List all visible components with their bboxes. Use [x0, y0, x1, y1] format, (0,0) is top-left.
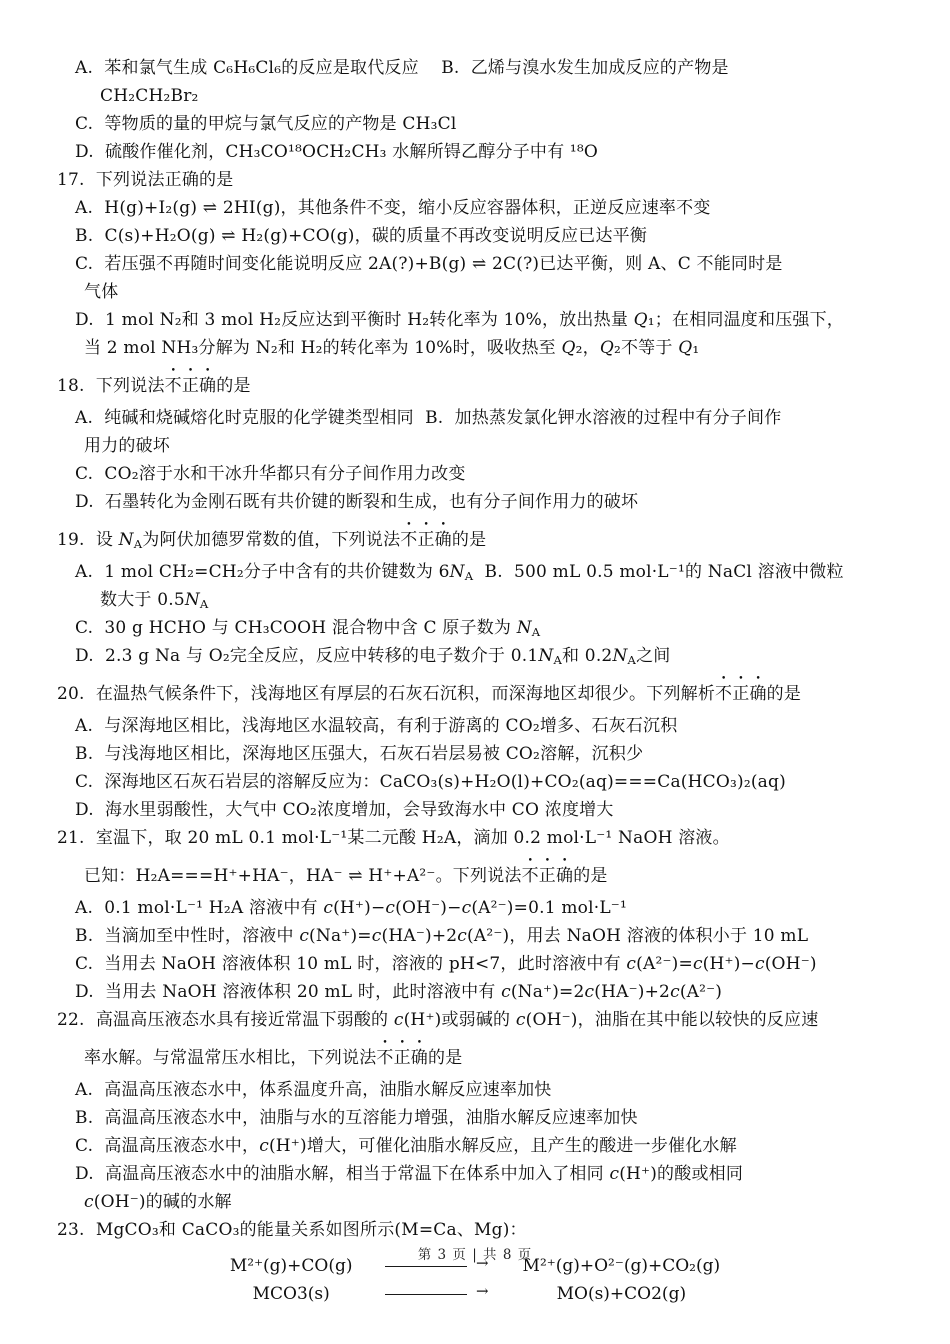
option-line: C. 若压强不再随时间变化能说明反应 2A(?)+B(g) ⇌ 2C(?)已达平衡，则 A、C 不能同时是 — [75, 254, 783, 274]
option-line: A. 与深海地区相比，浅海地区水温较高，有利于游离的 CO₂增多、石灰石沉积 — [75, 716, 678, 736]
option-line: A. 纯碱和烧碱熔化时克服的化学键类型相同 B. 加热蒸发氯化钾水溶液的过程中有分子间作 — [75, 408, 782, 428]
option-line: 用力的破坏 — [84, 436, 170, 456]
option-line: 已知：H₂A===H⁺+HA⁻，HA⁻ ⇌ H⁺+A²⁻。下列说法不正确的是 — [84, 866, 608, 886]
option-line: 率水解。与常温常压水相比，下列说法不正确的是 — [84, 1048, 463, 1068]
option-line: A. 1 mol CH₂=CH₂分子中含有的共价键数为 $6N_A$ B. 500 mL 0.5 mol·L⁻¹的 NaCl 溶液中微粒 — [75, 562, 844, 583]
option-line: A. 高温高压液态水中，体系温度升高，油脂水解反应速率加快 — [75, 1080, 552, 1100]
option-line: D. 高温高压液态水中的油脂水解，相当于常温下在体系中加入了相同 c(H⁺)的酸或相同 — [75, 1164, 744, 1184]
question-line: 19. 设 $N_A$为阿伏加德罗常数的值，下列说法不正确的是 — [57, 530, 487, 551]
option-line: 当 2 mol NH₃分解为 N₂和 H₂的转化率为 10%时，吸收热至 Q₂，Q₂不等于 Q₁ — [84, 338, 700, 358]
question-line: 23. MgCO₃和 CaCO₃的能量关系如图所示(M=Ca、Mg)： — [57, 1220, 527, 1240]
option-line: D. 1 mol N₂和 3 mol H₂反应达到平衡时 H₂转化率为 10%，放出热量 Q₁；在相同温度和压强下， — [75, 310, 844, 330]
question-line: 18. 下列说法不正确的是 — [57, 376, 251, 396]
option-line: B. 与浅海地区相比，深海地区压强大，石灰石岩层易被 CO₂溶解，沉积少 — [75, 744, 644, 764]
option-line: C. 等物质的量的甲烷与氯气反应的产物是 CH₃Cl — [75, 114, 457, 134]
option-line: A. H(g)+I₂(g) ⇌ 2HI(g)，其他条件不变，缩小反应容器体积，正逆反应速率不变 — [75, 198, 711, 218]
option-line: B. 当滴加至中性时，溶液中 c(Na⁺)=c(HA⁻)+2c(A²⁻)，用去 NaOH 溶液的体积小于 10 mL — [75, 926, 809, 946]
option-line: A. 苯和氯气生成 C₆H₆Cl₆的反应是取代反应 B. 乙烯与溴水发生加成反应的产物是 — [75, 58, 729, 78]
option-line: 数大于 $0.5N_A$ — [100, 590, 209, 611]
long-right-arrow-icon — [379, 1284, 497, 1304]
option-line: D. 硫酸作催化剂，CH₃CO¹⁸OCH₂CH₃ 水解所锝乙醇分子中有 ¹⁸O — [75, 142, 599, 162]
option-line: B. 高温高压液态水中，油脂与水的互溶能力增强，油脂水解反应速率加快 — [75, 1108, 638, 1128]
option-line: c(OH⁻)的碱的水解 — [84, 1192, 232, 1212]
option-line: D. 2.3 g Na 与 O₂完全反应，反应中转移的电子数介于 $0.1N_A$和 $0.2N_A$之间 — [75, 646, 671, 667]
option-line: CH₂CH₂Br₂ — [100, 86, 199, 106]
diagram-row2-right: MO(s)+CO2(g) — [556, 1284, 687, 1304]
option-line: C. 当用去 NaOH 溶液体积 10 mL 时，溶液的 pH<7，此时溶液中有 c(A²⁻)=c(H⁺)−c(OH⁻) — [75, 954, 817, 974]
option-line: C. 30 g HCHO 与 CH₃COOH 混合物中含 C 原子数为 $N_A$ — [75, 618, 541, 639]
option-line: C. 深海地区石灰石岩层的溶解反应为：CaCO₃(s)+H₂O(l)+CO₂(aq)===Ca(HCO₃)₂(aq) — [75, 772, 786, 792]
question-line: 22. 高温高压液态水具有接近常温下弱酸的 c(H⁺)或弱碱的 c(OH⁻)，油脂在其中能以较快的反应速 — [57, 1010, 819, 1030]
option-line: D. 石墨转化为金刚石既有共价键的断裂和生成，也有分子间作用力的破坏 — [75, 492, 639, 512]
option-line: C. CO₂溶于水和干冰升华都只有分子间作用力改变 — [75, 464, 466, 484]
option-line: A. 0.1 mol·L⁻¹ H₂A 溶液中有 c(H⁺)−c(OH⁻)−c(A²⁻)=0.1 mol·L⁻¹ — [75, 898, 627, 918]
diagram-row2-left: MCO3(s) — [252, 1284, 330, 1304]
diagram-row1-left: M²⁺(g)+CO(g) — [229, 1256, 353, 1276]
option-line: 气体 — [84, 282, 119, 302]
option-line: C. 高温高压液态水中，c(H⁺)增大，可催化油脂水解反应，且产生的酸进一步催化水解 — [75, 1136, 737, 1156]
page-number: 第 3 页 | 共 8 页 — [417, 1247, 533, 1263]
exam-text-block — [57, 54, 914, 1244]
option-line: D. 当用去 NaOH 溶液体积 20 mL 时，此时溶液中有 c(Na⁺)=2c(HA⁻)+2c(A²⁻) — [75, 982, 723, 1002]
option-line: B. C(s)+H₂O(g) ⇌ H₂(g)+CO(g)，碳的质量不再改变说明反应已达平衡 — [75, 226, 648, 246]
question-line: 20. 在温热气候条件下，浅海地区有厚层的石灰石沉积，而深海地区却很少。下列解析不正确的是 — [57, 684, 802, 704]
question-line: 21. 室温下，取 20 mL 0.1 mol·L⁻¹某二元酸 H₂A，滴加 0.2 mol·L⁻¹ NaOH 溶液。 — [57, 828, 730, 848]
question-line: 17. 下列说法正确的是 — [57, 170, 234, 190]
diagram-row1-right: M²⁺(g)+O²⁻(g)+CO₂(g) — [522, 1256, 721, 1276]
option-line: D. 海水里弱酸性，大气中 CO₂浓度增加，会导致海水中 CO 浓度增大 — [75, 800, 614, 820]
page-footer — [0, 1243, 950, 1263]
